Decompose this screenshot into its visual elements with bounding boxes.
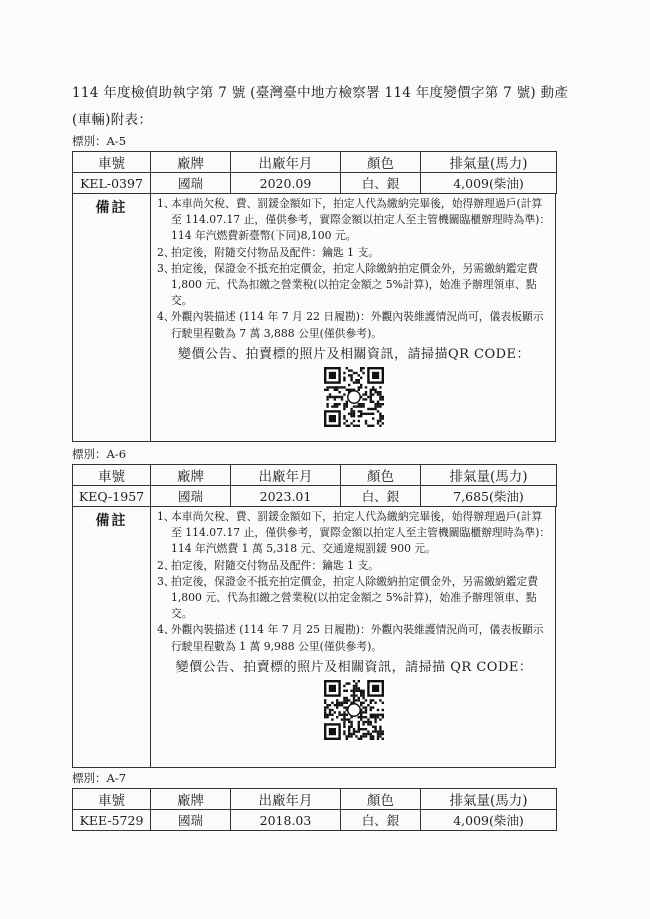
cell-plate: KEE-5729 [73,810,151,831]
cell-displacement: 7,685(柴油) [421,486,557,507]
cell-date: 2023.01 [231,486,341,507]
remarks-label: 備註 [73,506,151,767]
qr-code-icon[interactable] [324,367,384,427]
remark-item: 3、 拍定後，保證金不抵充拍定價金，拍定人除繳納拍定價金外，另需繳納鑑定費 1,800 元、代為扣繳之營業稅(以拍定金額之 5%計算)，始准予辦理領車、點交。 [157,261,539,308]
cell-brand: 國瑞 [151,173,231,194]
remark-item: 2、 拍定後，附隨交付物品及配件：鑰匙 1 支。 [157,558,380,572]
vehicle-table [72,788,557,831]
remarks-section [72,506,556,768]
header-displacement: 排氣量(馬力) [421,152,557,173]
cell-date: 2018.03 [231,810,341,831]
cell-date: 2020.09 [231,173,341,194]
lot-label: 標別：A-7 [72,771,127,785]
cell-displacement: 4,009(柴油) [421,810,557,831]
remark-item: 4、 外觀內裝描述 (114 年 7 月 25 日履勘)：外觀內裝維護情況尚可，儀表板顯示行駛里程數為 1 萬 9,988 公里(僅供參考)。 [157,623,544,653]
data-row [73,810,557,831]
header-row [73,152,557,173]
remark-item: 4、 外觀內裝描述 (114 年 7 月 22 日履勘)：外觀內裝維護情況尚可，儀表板顯示行駛里程數為 7 萬 3,888 公里(僅供參考)。 [157,310,544,340]
cell-displacement: 4,009(柴油) [421,173,557,194]
header-date: 出廠年月 [231,465,341,486]
remarks-label: 備註 [73,193,151,441]
header-color: 顏色 [341,789,421,810]
remark-item: 1、 本車尚欠稅、費、罰鍰金額如下，拍定人代為繳納完畢後，始得辦理過戶(計算至 114.07.17 止，僅供參考，實際金額以拍定人至主管機關臨櫃辦理時為準)：114 年汽燃費新臺幣(下同)8,100 元。 [157,197,551,243]
page-title: 114 年度檢偵助執字第 7 號 (臺灣臺中地方檢察署 114 年度變價字第 7 號) 動產(車輛)附表： [72,85,569,128]
header-brand: 廠牌 [151,789,231,810]
data-row [73,173,557,194]
header-brand: 廠牌 [151,465,231,486]
qr-caption: 變價公告、拍賣標的照片及相關資訊，請掃描 QR CODE： [175,659,533,675]
remark-item: 2、 拍定後，附隨交付物品及配件：鑰匙 1 支。 [157,245,380,259]
cell-color: 白、銀 [341,810,421,831]
remarks-section [72,193,556,442]
remarks-body [153,506,555,744]
qr-caption: 變價公告、拍賣標的照片及相關資訊，請掃描QR CODE： [177,346,531,362]
data-row [73,486,557,507]
header-displacement: 排氣量(馬力) [421,465,557,486]
header-color: 顏色 [341,152,421,173]
header-plate: 車號 [73,789,151,810]
cell-color: 白、銀 [341,173,421,194]
cell-brand: 國瑞 [151,810,231,831]
vehicle-table [72,151,557,194]
cell-color: 白、銀 [341,486,421,507]
cell-brand: 國瑞 [151,486,231,507]
qr-code-icon[interactable] [324,680,384,740]
remark-item: 3、 拍定後，保證金不抵充拍定價金，拍定人除繳納拍定價金外，另需繳納鑑定費 1,800 元、代為扣繳之營業稅(以拍定金額之 5%計算)，始准予辦理領車、點交。 [157,574,539,621]
remarks-body [153,193,555,431]
header-date: 出廠年月 [231,152,341,173]
header-brand: 廠牌 [151,152,231,173]
remark-item: 1、 本車尚欠稅、費、罰鍰金額如下，拍定人代為繳納完畢後，始得辦理過戶(計算至 114.07.17 止，僅供參考，實際金額以拍定人至主管機關臨櫃辦理時為準)：114 年汽燃費 1 萬 5,318 元、交通違規罰鍰 900 元。 [157,510,551,556]
header-plate: 車號 [73,152,151,173]
lot-label: 標別：A-6 [72,447,127,461]
header-color: 顏色 [341,465,421,486]
header-date: 出廠年月 [231,789,341,810]
lot-label: 標別：A-5 [72,134,127,148]
header-plate: 車號 [73,465,151,486]
cell-plate: KEQ-1957 [73,486,151,507]
vehicle-table [72,464,557,507]
header-displacement: 排氣量(馬力) [421,789,557,810]
cell-plate: KEL-0397 [73,173,151,194]
header-row [73,465,557,486]
header-row [73,789,557,810]
